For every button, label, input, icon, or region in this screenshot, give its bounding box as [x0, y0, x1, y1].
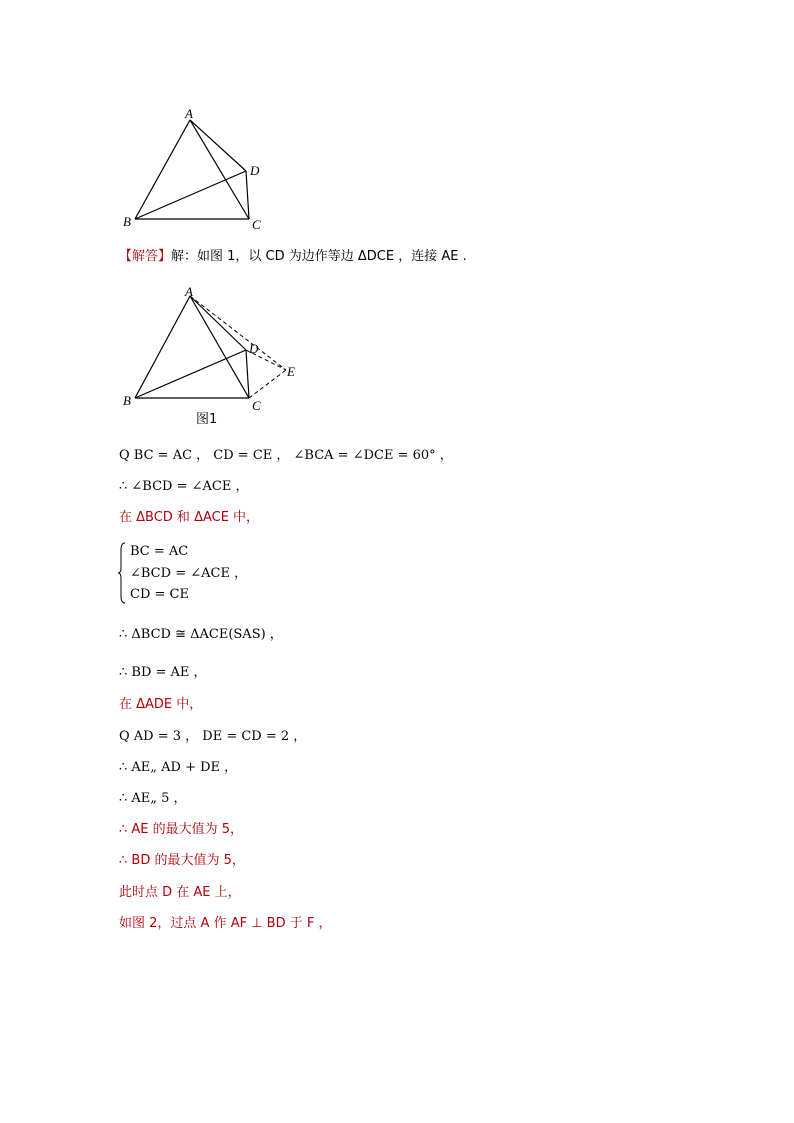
vertex-e-label: E: [287, 364, 295, 379]
segment-ad: [190, 296, 246, 350]
line-ad-de: Q AD = 3 ， DE = CD = 2 ，: [119, 729, 307, 744]
line-in-triangles: 在 ΔBCD 和 ΔACE 中，: [119, 510, 260, 525]
vertex-a-label: A: [185, 106, 193, 121]
system-line-1: BC = AC: [130, 544, 189, 559]
segment-ab: [135, 296, 190, 398]
answer-intro-line: [119, 249, 467, 265]
line-bd-ae: ∴ BD = AE ，: [119, 665, 207, 680]
answer-intro: 解：如图 1，以 CD 为边作等边 ΔDCE ，连接 AE .: [171, 249, 467, 264]
segment-ad: [190, 120, 246, 171]
vertex-c-label: C: [252, 217, 261, 232]
answer-heading: 【解答】: [119, 249, 172, 264]
segment-dc: [246, 350, 249, 398]
line-ae-le5: ∴ AE„ 5 ，: [119, 791, 187, 806]
vertex-c-label: C: [252, 398, 261, 413]
line-bd-max: ∴ BD 的最大值为 5，: [119, 853, 245, 868]
system-line-2: ∠BCD = ∠ACE ，: [130, 566, 248, 581]
system-line-3: CD = CE: [130, 587, 189, 602]
segment-ac: [190, 296, 249, 398]
segment-bd: [135, 171, 246, 219]
line-congruent: ∴ ΔBCD ≅ ΔACE(SAS) ，: [119, 627, 283, 642]
figure-caption: 图1: [196, 412, 218, 427]
line-in-ade: 在 ΔADE 中，: [119, 697, 203, 712]
line-d-on-ae: 此时点 D 在 AE 上，: [119, 885, 241, 900]
triangle-figure-one: [110, 280, 310, 430]
system-brace-icon: [118, 542, 126, 604]
segment-dc: [246, 171, 249, 219]
vertex-b-label: B: [123, 214, 131, 229]
line-angle-equal: ∴ ∠BCD = ∠ACE ，: [119, 479, 249, 494]
line-ae-max: ∴ AE 的最大值为 5，: [119, 822, 244, 837]
segment-ab: [135, 120, 190, 219]
line-ae-ineq: ∴ AE„ AD + DE ，: [119, 760, 238, 775]
vertex-a-label: A: [185, 284, 193, 299]
line-given: Q BC = AC ， CD = CE ， ∠BCA = ∠DCE = 60° ，: [119, 448, 453, 463]
vertex-d-label: D: [249, 341, 259, 356]
segment-ce-dashed: [249, 370, 286, 398]
line-figure-two: 如图 2，过点 A 作 AF ⊥ BD 于 F ，: [119, 916, 332, 931]
triangle-figure-top: [110, 100, 290, 240]
segment-ae-dashed: [190, 296, 286, 370]
vertex-b-label: B: [123, 393, 131, 408]
segment-ac: [190, 120, 249, 219]
segment-bd: [135, 350, 246, 398]
vertex-d-label: D: [250, 163, 260, 178]
